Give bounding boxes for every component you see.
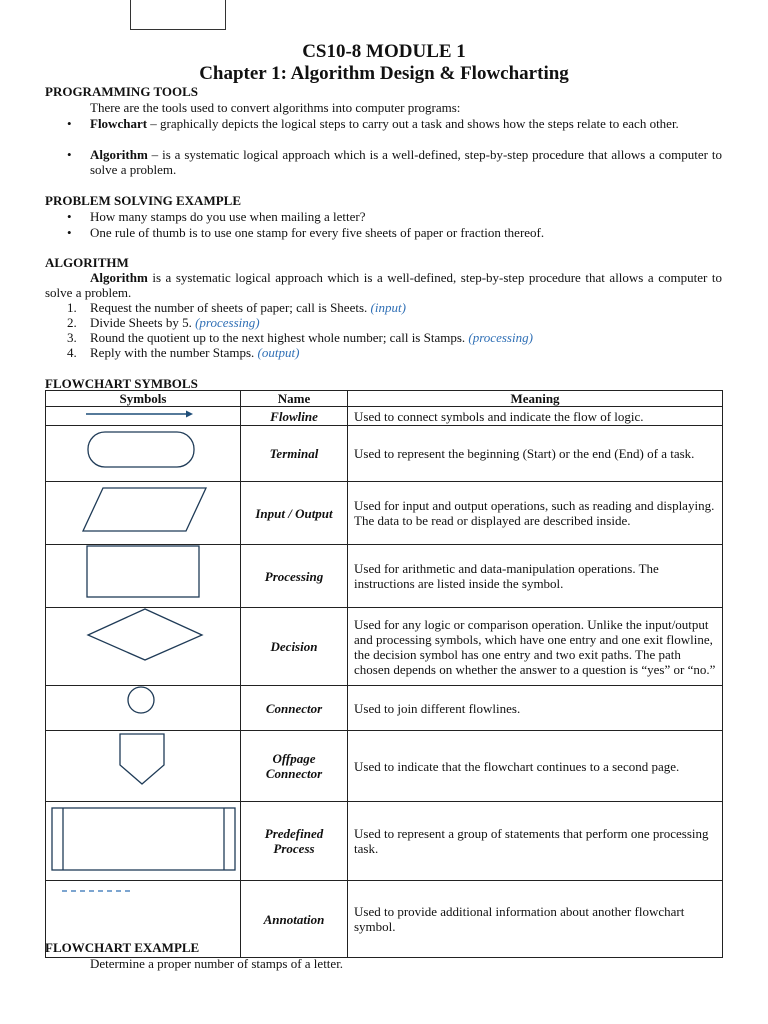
symbol-cell	[46, 545, 241, 608]
list-item	[90, 147, 722, 177]
algorithm-heading: ALGORITHM	[45, 255, 129, 270]
term: Algorithm	[90, 147, 148, 162]
step-text: Request the number of sheets of paper; call is Sheets.	[90, 300, 371, 315]
step-number: 1.	[67, 300, 77, 315]
flowchart-symbols-heading: FLOWCHART SYMBOLS	[45, 376, 198, 391]
flowchart-example-text: Determine a proper number of stamps of a letter.	[90, 956, 344, 971]
table-row	[46, 608, 723, 686]
table-row	[46, 686, 723, 731]
step-text: Round the quotient up to the next highest whole number; call is Stamps.	[90, 330, 469, 345]
list-item	[90, 116, 722, 131]
top-placeholder-box	[130, 0, 226, 30]
problem-solving-heading: PROBLEM SOLVING EXAMPLE	[45, 193, 241, 208]
module-title: CS10-8 MODULE 1	[302, 41, 466, 62]
circle-icon	[46, 686, 241, 727]
step-text: Reply with the number Stamps.	[90, 345, 258, 360]
name-line: Process	[273, 841, 315, 856]
parallelogram-icon	[46, 482, 241, 541]
symbol-name: Input / Output	[241, 482, 348, 545]
algorithm-step	[90, 315, 260, 330]
rectangle-icon	[46, 545, 241, 604]
step-tag: (input)	[370, 300, 406, 315]
symbol-name: Processing	[241, 545, 348, 608]
symbol-meaning: Used to represent the beginning (Start) or the end (End) of a task.	[348, 426, 723, 482]
table-row	[46, 731, 723, 802]
column-header: Meaning	[348, 391, 723, 407]
symbol-name	[241, 731, 348, 802]
algorithm-step	[90, 345, 299, 360]
step-text: Divide Sheets by 5.	[90, 315, 196, 330]
step-tag: (processing)	[468, 330, 533, 345]
name-line: Connector	[265, 766, 323, 781]
symbol-cell	[46, 407, 241, 426]
predefined-process-icon	[46, 802, 241, 877]
table-header-row	[46, 391, 723, 407]
symbol-meaning: Used for any logic or comparison operation. Unlike the input/output and processing symbols, which have one entry and one exit flowline, the decision symbol has one entry and two exit paths. The path chosen depends on whether the answer to a question is “yes” or “no.”	[348, 608, 723, 686]
list-item: One rule of thumb is to use one stamp for every five sheets of paper or fraction thereof.	[90, 225, 545, 240]
symbol-name: Connector	[241, 686, 348, 731]
step-number: 3.	[67, 330, 77, 345]
symbol-name: Decision	[241, 608, 348, 686]
flowchart-symbols-table	[45, 390, 723, 958]
terminal-icon	[46, 426, 241, 478]
bullet-icon: •	[67, 225, 72, 240]
term: Algorithm	[90, 270, 148, 285]
column-header: Symbols	[46, 391, 241, 407]
symbol-meaning: Used for input and output operations, such as reading and displaying. The data to be read or displayed are described inside.	[348, 482, 723, 545]
symbol-cell	[46, 686, 241, 731]
table-row	[46, 545, 723, 608]
table-row	[46, 802, 723, 881]
symbol-name: Flowline	[241, 407, 348, 426]
offpage-connector-icon	[46, 731, 241, 798]
symbol-meaning: Used for arithmetic and data-manipulation operations. The instructions are listed inside the symbol.	[348, 545, 723, 608]
symbol-meaning: Used to represent a group of statements that perform one processing task.	[348, 802, 723, 881]
symbol-name: Annotation	[241, 881, 348, 958]
step-number: 2.	[67, 315, 77, 330]
programming-tools-heading: PROGRAMMING TOOLS	[45, 84, 199, 99]
definition: – graphically depicts the logical steps to carry out a task and shows how the steps relate to each other.	[147, 116, 679, 131]
bullet-icon: •	[67, 116, 72, 131]
programming-tools-intro: There are the tools used to convert algorithms into computer programs:	[90, 100, 461, 115]
table-row	[46, 426, 723, 482]
flowchart-example-heading: FLOWCHART EXAMPLE	[45, 940, 200, 955]
table-row	[46, 407, 723, 426]
chapter-title: Chapter 1: Algorithm Design & Flowcharting	[199, 63, 569, 84]
definition: is a systematic logical approach which is a well-defined, step-by-step procedure that allows a computer to solve a problem.	[45, 270, 722, 300]
symbol-cell	[46, 802, 241, 881]
algorithm-intro	[45, 270, 722, 300]
symbol-meaning: Used to join different flowlines.	[348, 686, 723, 731]
name-line: Predefined	[264, 826, 324, 841]
step-tag: (output)	[257, 345, 300, 360]
step-number: 4.	[67, 345, 77, 360]
table-row	[46, 482, 723, 545]
symbol-meaning: Used to indicate that the flowchart continues to a second page.	[348, 731, 723, 802]
step-tag: (processing)	[195, 315, 260, 330]
algorithm-step	[90, 300, 406, 315]
definition: – is a systematic logical approach which is a well-defined, step-by-step procedure that allows a computer to solve a problem.	[90, 147, 722, 177]
symbol-name	[241, 802, 348, 881]
bullet-icon: •	[67, 147, 72, 162]
symbol-cell	[46, 608, 241, 686]
column-header: Name	[241, 391, 348, 407]
symbol-name: Terminal	[241, 426, 348, 482]
flowline-arrow-icon	[46, 407, 241, 422]
symbol-meaning: Used to provide additional information about another flowchart symbol.	[348, 881, 723, 958]
name-line: Offpage	[272, 751, 316, 766]
term: Flowchart	[90, 116, 148, 131]
symbol-cell	[46, 731, 241, 802]
diamond-icon	[46, 608, 241, 682]
symbol-meaning: Used to connect symbols and indicate the flow of logic.	[348, 407, 723, 426]
symbol-cell	[46, 482, 241, 545]
bullet-icon: •	[67, 209, 72, 224]
algorithm-step	[90, 330, 533, 345]
list-item: How many stamps do you use when mailing a letter?	[90, 209, 366, 224]
symbol-cell	[46, 426, 241, 482]
